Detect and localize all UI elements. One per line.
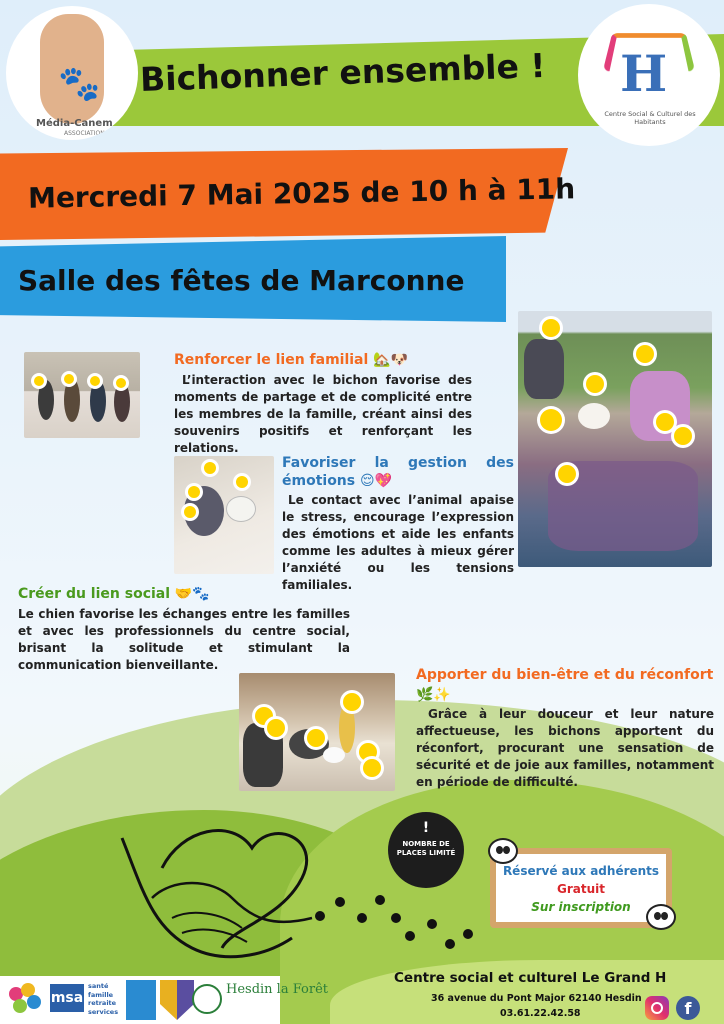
footer-phone[interactable]: 03.61.22.42.58 [500, 1008, 581, 1019]
registration-text: Sur inscription [531, 900, 631, 914]
section-family-heading: Renforcer le lien familial 🏡🐶 [174, 352, 409, 368]
footer-address: 36 avenue du Pont Major 62140 Hesdin [431, 993, 642, 1004]
media-canem-name: Média-Canem [36, 118, 113, 129]
section-wellbeing-body: Grâce à leur douceur et leur nature affectueuse, les bichons apportent du réconfort, procurant une sensation de sécurité et de joie aux familles, notamment en période de difficulté. [416, 707, 714, 789]
photo-group-indoor [24, 352, 140, 438]
section-family-body: L’interaction avec le bichon favorise des moments de partage et de complicité entre les membres de la famille, créant ainsi des souvenirs positifs et renforçant les relations. [174, 373, 472, 455]
pas-de-calais-logo [126, 980, 156, 1020]
limited-places-text: NOMBRE DE PLACES LIMITÉ [396, 840, 456, 857]
section-emotions-body: Le contact avec l’animal apaise le stress, encourage l’expression des émotions et aide les enfants comme les adultes à mieux gérer l’anxiété ou les tensions familiales. [282, 493, 514, 592]
facebook-icon[interactable]: f [676, 996, 700, 1020]
warning-icon: ! [422, 820, 430, 836]
poster-title: Bichonner ensemble ! [139, 45, 547, 100]
instagram-icon[interactable] [645, 996, 669, 1020]
shield-logo [160, 980, 194, 1020]
section-emotions-heading: Favoriser la gestion des émotions 😌💖 [282, 455, 514, 489]
hesdin-logo [190, 980, 328, 1020]
paw-prints-icon [310, 888, 480, 958]
footer-org-name: Centre social et culturel Le Grand H [394, 970, 667, 986]
section-social-body: Le chien favorise les échanges entre les familles et avec les professionnels du centre social, brisant la solitude et stimulant la communication bienveillante. [18, 607, 350, 672]
hesdin-label: Hesdin la Forêt [226, 982, 328, 997]
hands-heart-illustration [112, 808, 332, 968]
federation-logo [4, 980, 46, 1020]
media-canem-logo [6, 6, 138, 140]
photo-children-dogs [174, 456, 274, 574]
free-text: Gratuit [557, 882, 605, 896]
panda-icon [646, 904, 676, 930]
grand-h-caption: Centre Social & Culturel des Habitants [604, 110, 696, 126]
event-venue: Salle des fêtes de Marconne [18, 264, 465, 297]
photo-dog-indoor [239, 673, 395, 791]
msa-logo [50, 980, 122, 1020]
grand-h-letter: H [620, 44, 668, 103]
partner-logos [0, 976, 328, 1024]
registration-box [490, 848, 672, 928]
photo-outdoor-grooming [518, 311, 712, 567]
section-wellbeing-heading: Apporter du bien-être et du réconfort 🌿✨ [416, 667, 714, 703]
tree-icon [192, 984, 222, 1014]
paw-icon: 🐾 [58, 64, 101, 104]
section-social-heading: Créer du lien social 🤝🐾 [18, 586, 210, 602]
media-canem-sub: ASSOCIATION [64, 130, 105, 137]
members-only-text: Réservé aux adhérents [502, 864, 660, 878]
panda-icon [488, 838, 518, 864]
limited-places-badge [388, 812, 464, 888]
event-date: Mercredi 7 Mai 2025 de 10 h à 11h [27, 172, 576, 215]
msa-label: msa [50, 984, 84, 1012]
msa-tagline: santé famille retraite services [88, 982, 119, 1016]
